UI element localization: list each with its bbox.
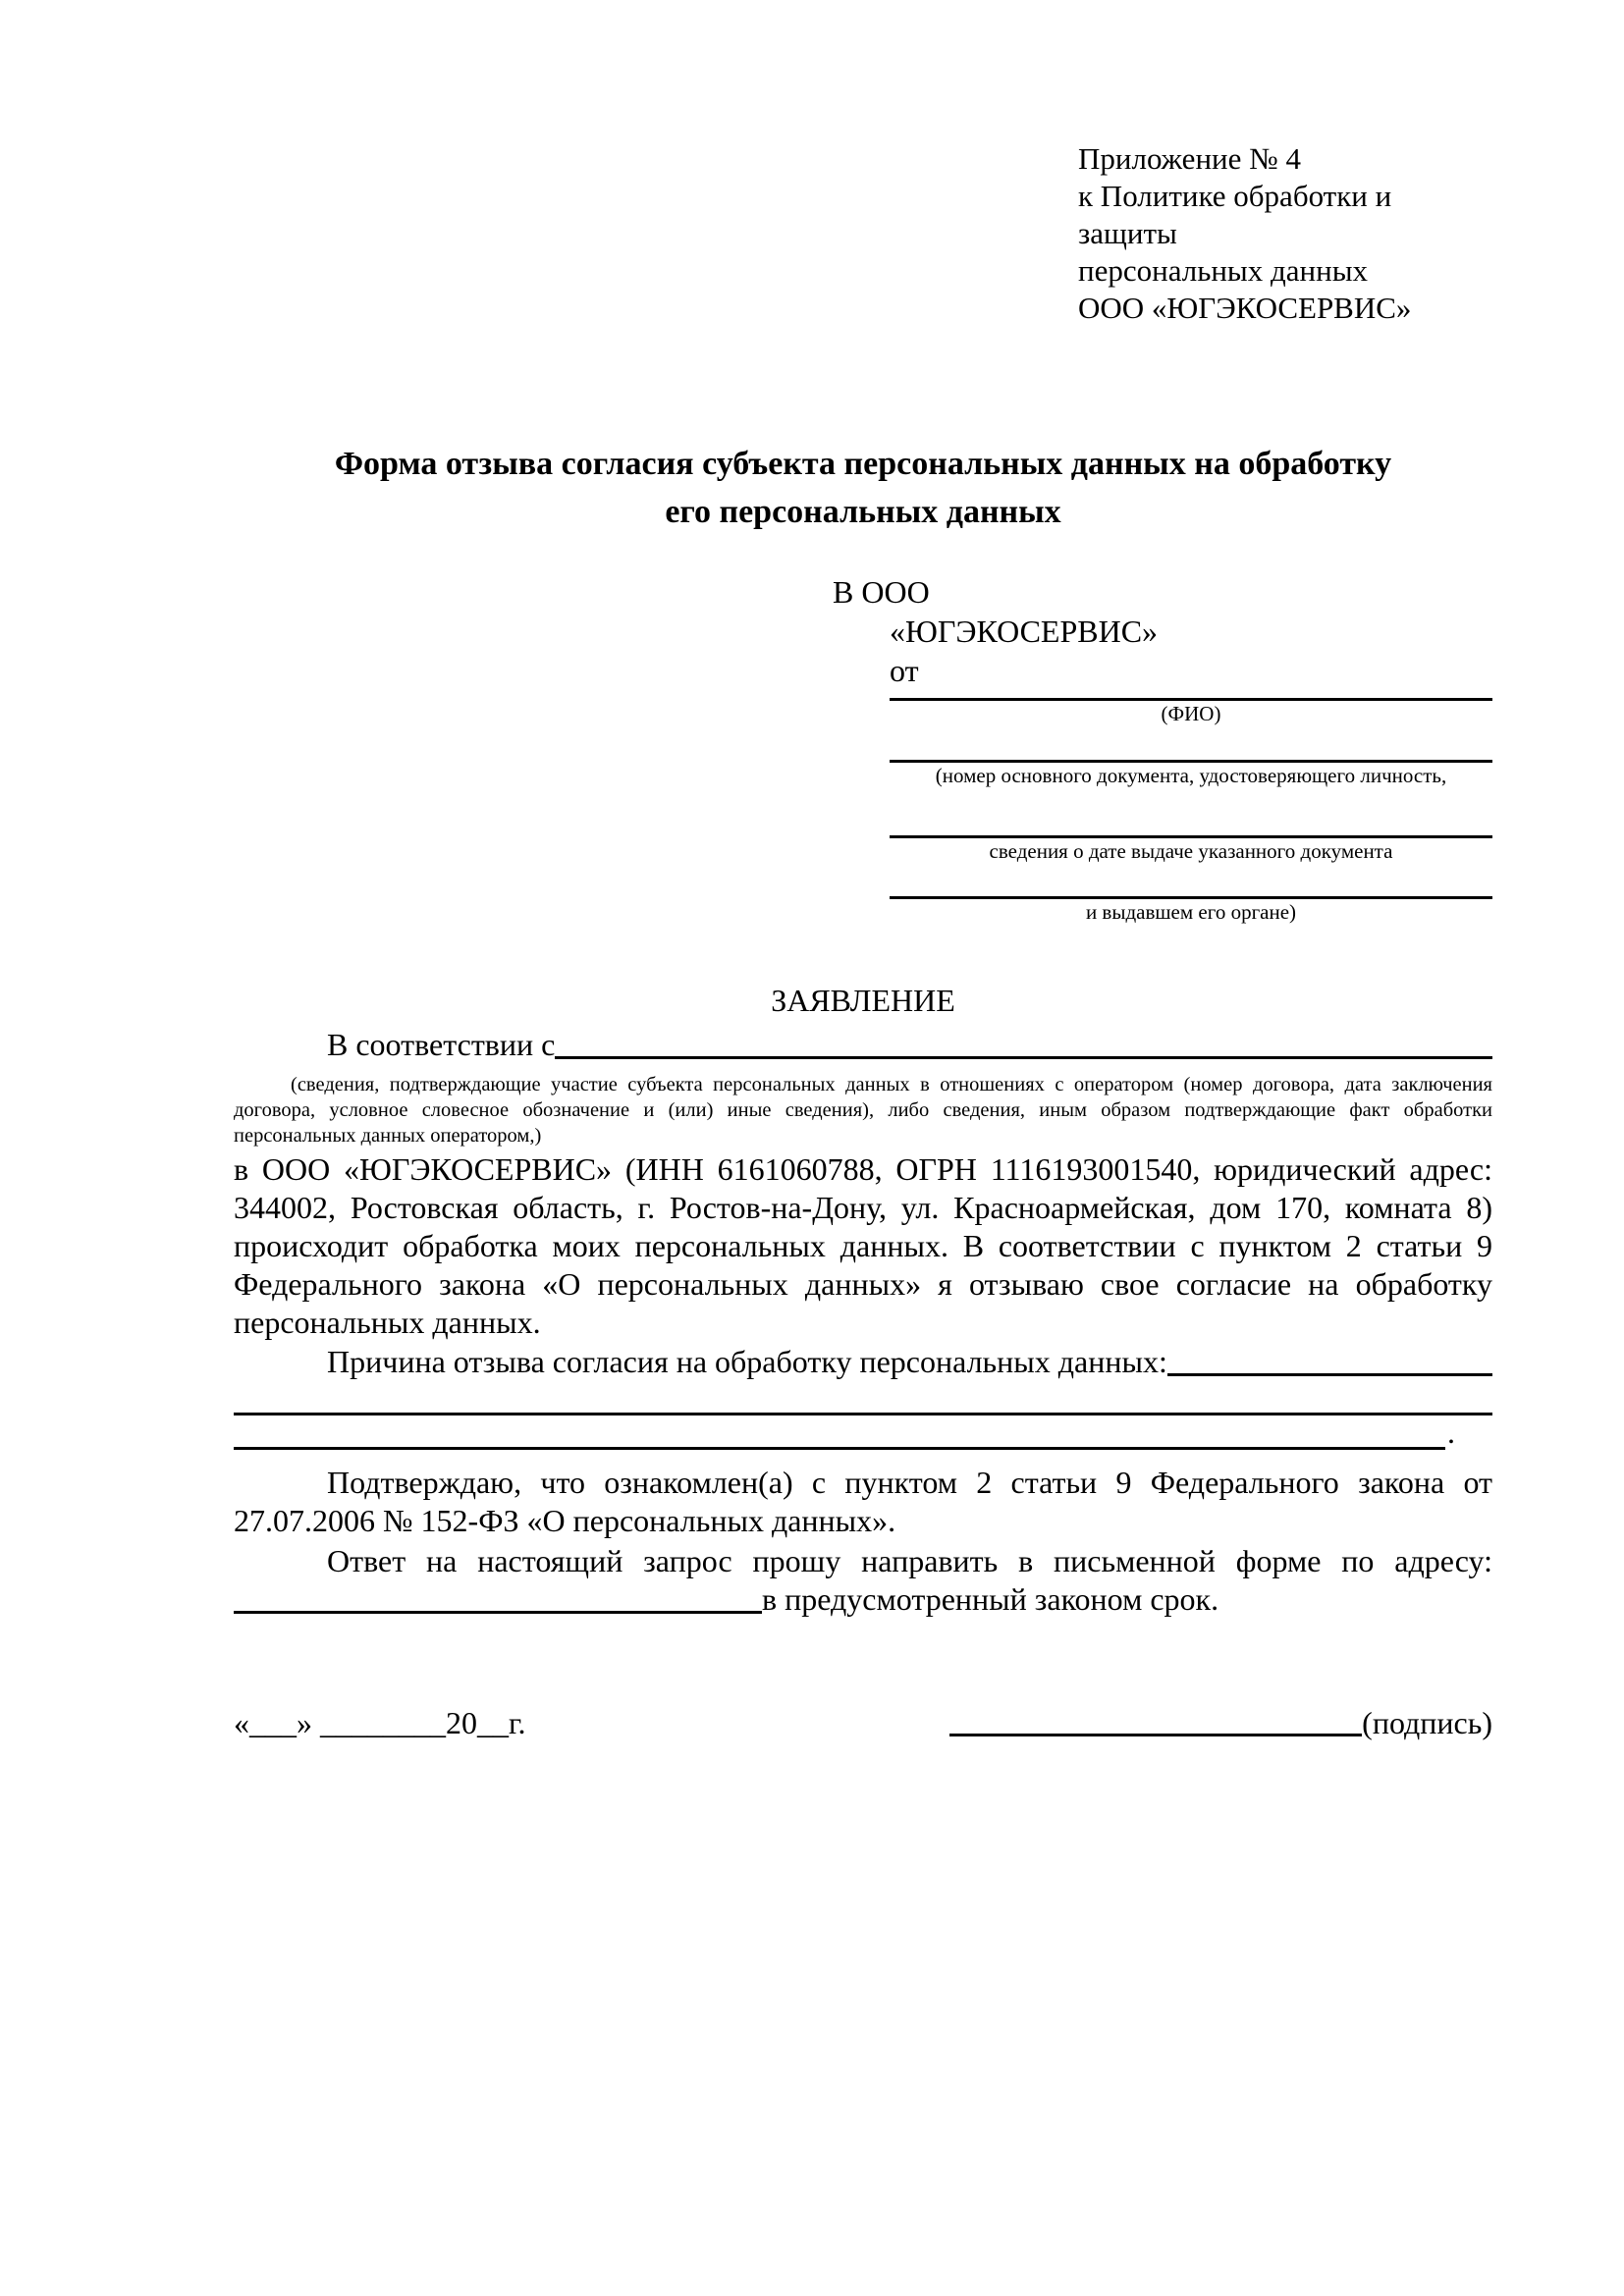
document-title xyxy=(234,440,1492,536)
issue-date-caption: сведения о дате выдаче указанного документа xyxy=(989,839,1393,863)
doc-number-field xyxy=(890,758,1492,789)
header-note-line-3: персональных данных xyxy=(1078,253,1369,288)
addressee-block xyxy=(833,572,1492,926)
fio-blank-line xyxy=(890,690,1492,701)
accordance-lead: В соответствии с xyxy=(327,1027,556,1062)
reason-extra-blank-line-2 xyxy=(234,1415,1455,1450)
issuer-field xyxy=(890,894,1492,926)
reason-row xyxy=(234,1342,1492,1381)
main-paragraph: в ООО «ЮГЭКОСЕРВИС» (ИНН 6161060788, ОГРН 1116193001540, юридический адрес: 344002, Ростовская область, г. Ростов-на-Дону, ул. Красноармейская, дом 170, комната 8) происходит обработка моих персональных данных. В соответствии с пунктом 2 статьи 9 Федерального закона «О персональных данных» я отзываю свое согласие на обработку персональных данных. xyxy=(234,1151,1492,1340)
reply-tail-text: в предусмотренный законом срок. xyxy=(762,1581,1219,1617)
signature-group xyxy=(949,1703,1492,1742)
statement-heading: ЗАЯВЛЕНИЕ xyxy=(771,983,955,1018)
confirm-paragraph: Подтверждаю, что ознакомлен(а) с пунктом 2 статьи 9 Федерального закона от 27.07.2006 № 152-ФЗ «О персональных данных». xyxy=(234,1465,1492,1538)
title-line-2: его персональных данных xyxy=(665,494,1061,530)
header-note-line-2: к Политике обработки и защиты xyxy=(1078,179,1392,250)
title-line-1: Форма отзыва согласия субъекта персональных данных на обработку xyxy=(334,446,1392,482)
reply-paragraph: Ответ на настоящий запрос прошу направить в письменной форме по адресу: xyxy=(327,1543,1492,1578)
reason-blank-line xyxy=(1167,1373,1492,1376)
signature-blank-line xyxy=(949,1734,1362,1736)
address-blank-line xyxy=(234,1611,762,1614)
reason-extra-blank-line-2-rule xyxy=(234,1447,1445,1450)
document-content xyxy=(234,0,1492,1742)
reason-extra-blank-line-1 xyxy=(234,1381,1492,1415)
reason-lead: Причина отзыва согласия на обработку персональных данных: xyxy=(327,1344,1167,1379)
addressee-details xyxy=(890,612,1492,926)
basis-footnote: (сведения, подтверждающие участие субъекта персональных данных в отношениях с оператором (номер договора, дата заключения договора, условное словесное обозначение и (или) иные сведения), либо сведения, иным образом подтверждающие факт обработки персональных данных оператором,) xyxy=(234,1074,1492,1147)
issuer-caption: и выдавшем его органе) xyxy=(1085,900,1297,924)
signature-caption: (подпись) xyxy=(1362,1705,1492,1740)
header-note-line-1: Приложение № 4 xyxy=(1078,141,1301,176)
addressee-to-line: В ООО xyxy=(833,574,930,610)
accordance-row xyxy=(234,1025,1492,1064)
doc-number-caption: (номер основного документа, удостоверяющего личность, xyxy=(935,764,1447,787)
header-note xyxy=(1078,140,1492,327)
addressee-org-line: «ЮГЭКОСЕРВИС» xyxy=(890,614,1159,649)
reply-address-row xyxy=(234,1580,1492,1619)
date-signature-row xyxy=(234,1703,1492,1742)
issue-date-field xyxy=(890,833,1492,865)
header-note-line-4: ООО «ЮГЭКОСЕРВИС» xyxy=(1078,291,1412,325)
addressee-from-label: от xyxy=(890,653,919,688)
fio-caption: (ФИО) xyxy=(1161,702,1221,725)
blank-line-period: . xyxy=(1447,1415,1455,1450)
fio-field xyxy=(890,690,1492,727)
accordance-blank-line xyxy=(555,1056,1492,1059)
date-line: «___» ________20__г. xyxy=(234,1705,526,1740)
